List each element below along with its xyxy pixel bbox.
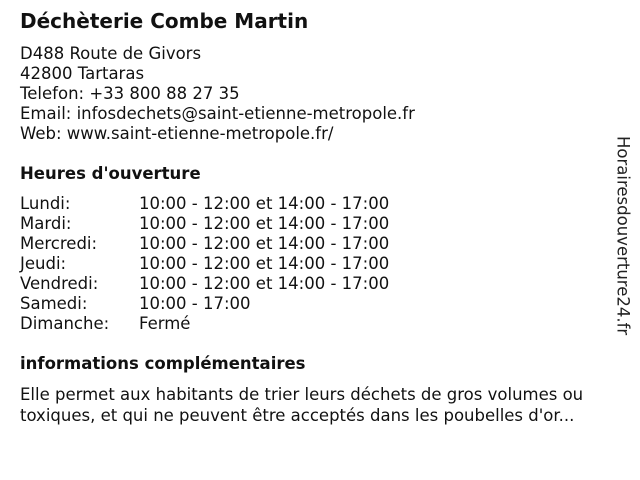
web-line: Web: www.saint-etienne-metropole.fr/ [20, 124, 334, 143]
time-value: 10:00 - 12:00 et 14:00 - 17:00 [139, 214, 390, 233]
info-description: Elle permet aux habitants de trier leurs déchets de gros volumes ou toxiques, et qui ne peuvent être acceptés dans les poubelles d'or... [20, 385, 584, 425]
time-value: 10:00 - 17:00 [139, 294, 251, 313]
side-watermark [611, 136, 635, 372]
email-line: Email: infosdechets@saint-etienne-metropole.fr [20, 104, 415, 123]
hours-table [20, 194, 389, 334]
time-value: 10:00 - 12:00 et 14:00 - 17:00 [139, 274, 390, 293]
side-label: Horairesdouverture24.fr [613, 136, 633, 336]
day-label: Samedi: [20, 294, 88, 313]
day-label: Lundi: [20, 194, 71, 213]
hours-row-tuesday [20, 214, 389, 234]
hours-row-saturday [20, 294, 389, 314]
day-label: Vendredi: [20, 274, 99, 293]
hours-row-sunday [20, 314, 389, 334]
hours-row-monday [20, 194, 389, 214]
time-value: 10:00 - 12:00 et 14:00 - 17:00 [139, 234, 390, 253]
hours-row-friday [20, 274, 389, 294]
page-title: Déchèterie Combe Martin [20, 9, 309, 33]
info-heading: informations complémentaires [20, 354, 306, 373]
day-label: Mardi: [20, 214, 72, 233]
day-label: Mercredi: [20, 234, 98, 253]
time-value: 10:00 - 12:00 et 14:00 - 17:00 [139, 254, 390, 273]
day-label: Jeudi: [20, 254, 67, 273]
time-value: Fermé [139, 314, 191, 333]
phone-line: Telefon: +33 800 88 27 35 [20, 84, 240, 103]
address-city: 42800 Tartaras [20, 64, 145, 83]
address-street: D488 Route de Givors [20, 44, 202, 63]
hours-row-thursday [20, 254, 389, 274]
hours-heading: Heures d'ouverture [20, 164, 201, 183]
hours-row-wednesday [20, 234, 389, 254]
day-label: Dimanche: [20, 314, 110, 333]
time-value: 10:00 - 12:00 et 14:00 - 17:00 [139, 194, 390, 213]
address-block [20, 44, 415, 144]
